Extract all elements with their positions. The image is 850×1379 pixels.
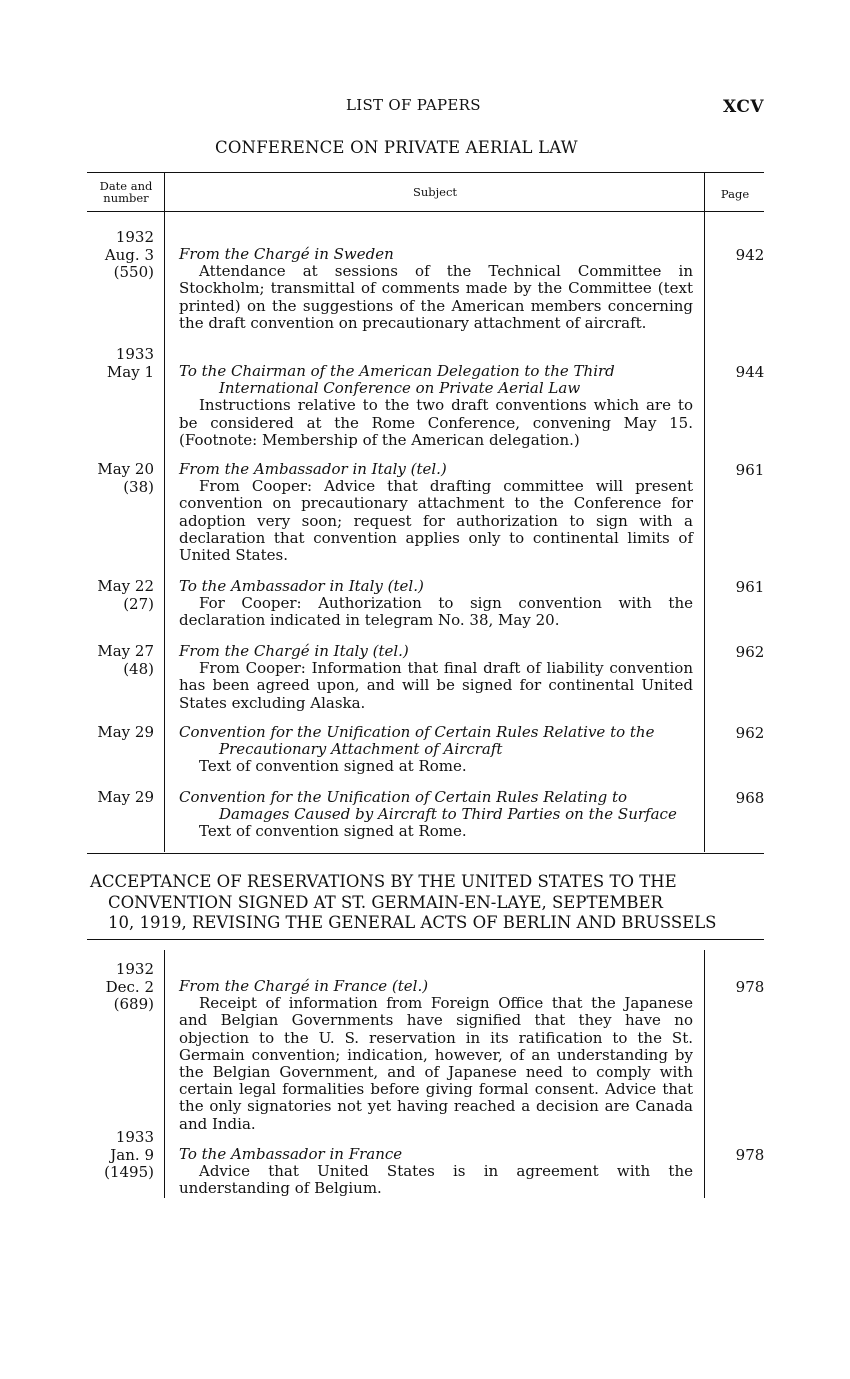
section-heading xyxy=(90,872,764,934)
header-page: Page xyxy=(720,187,750,201)
entry-page: 978 xyxy=(735,978,765,996)
running-title: LIST OF PAPERS xyxy=(346,96,481,114)
entry-date: May 29 xyxy=(97,788,154,806)
list-item xyxy=(179,363,693,449)
list-item xyxy=(179,578,693,630)
entry-summary: From Cooper: Information that final draft of liability convention has been agreed upon, and will be signed for continental United States excluding Alaska. xyxy=(179,659,693,712)
entry-date: 1932 Aug. 3 (550) xyxy=(104,228,154,282)
entry-title: To the Ambassador in Italy (tel.) xyxy=(179,577,424,595)
table-top-rule xyxy=(87,172,764,173)
entry-summary: Receipt of information from Foreign Office that the Japanese and Belgian Governments have signified that they have no objection to the U. S. reservation in its ratification to the St. Germain convention; indication, however, of an understanding by the Belgian Government, and of Japanese need to comply with certain legal formalities before giving formal consent. Advice that the only signatories not yet having reached a decision are Canada and India. xyxy=(179,994,693,1133)
table-header-rule xyxy=(87,211,764,212)
page-number: XCV xyxy=(723,97,765,117)
entry-date: 1932 Dec. 2 (689) xyxy=(105,960,154,1014)
entry-summary: For Cooper: Authorization to sign convention with the declaration indicated in telegram No. 38, May 20. xyxy=(179,594,693,630)
entry-page: 961 xyxy=(735,461,765,479)
entry-summary: From Cooper: Advice that drafting committee will present convention on precautionary attachment to the Conference for adoption very soon; request for authorization to sign with a declaration that convention applies only to continental limits of United States. xyxy=(179,477,693,565)
entry-page: 942 xyxy=(735,246,765,264)
entry-page: 962 xyxy=(735,724,765,742)
section-title: CONFERENCE ON PRIVATE AERIAL LAW xyxy=(215,138,578,157)
entry-title: Convention for the Unification of Certain Rules Relating to Damages Caused by Aircraft to Third Parties on the Surface xyxy=(179,788,677,824)
header-subject: Subject xyxy=(412,185,458,199)
list-item xyxy=(179,978,693,1133)
list-item xyxy=(179,643,693,712)
entry-title: To the Ambassador in France xyxy=(179,1145,403,1163)
entry-title: To the Chairman of the American Delegation to the Third International Conference on Private Aerial Law xyxy=(179,362,615,398)
section-heading-line: CONVENTION SIGNED AT ST. GERMAIN-EN-LAYE, SEPTEMBER xyxy=(108,892,663,912)
entry-page: 978 xyxy=(735,1146,765,1164)
entry-date: 1933 Jan. 9 (1495) xyxy=(104,1128,154,1182)
entry-title: Convention for the Unification of Certain Rules Relative to the Precautionary Attachment of Aircraft xyxy=(179,723,655,759)
list-item xyxy=(179,789,693,841)
entry-date: May 29 xyxy=(97,723,154,741)
entry-date: May 22 (27) xyxy=(97,577,154,613)
entry-summary: Advice that United States is in agreement with the understanding of Belgium. xyxy=(179,1162,693,1198)
entry-summary: Instructions relative to the two draft conventions which are to be considered at the Rome Conference, convening May 15. (Footnote: Membership of the American delegation.) xyxy=(179,396,693,449)
list-item xyxy=(179,724,693,776)
section-heading-line: 10, 1919, REVISING THE GENERAL ACTS OF BERLIN AND BRUSSELS xyxy=(108,913,717,932)
entry-page: 968 xyxy=(735,789,765,807)
list-item xyxy=(179,461,693,564)
entry-date: May 20 (38) xyxy=(97,460,154,496)
entry-title: From the Chargé in France (tel.) xyxy=(179,977,429,995)
entry-title: From the Chargé in Sweden xyxy=(179,245,394,263)
column-divider-left xyxy=(164,172,165,852)
entry-summary: Text of convention signed at Rome. xyxy=(199,822,467,841)
entry-title: From the Ambassador in Italy (tel.) xyxy=(179,460,447,478)
list-item xyxy=(179,1146,693,1198)
entry-title: From the Chargé in Italy (tel.) xyxy=(179,642,409,660)
column-divider-right xyxy=(704,950,705,1198)
table2-top-rule xyxy=(87,939,764,940)
column-divider-right xyxy=(704,172,705,852)
table-bottom-rule xyxy=(87,853,764,854)
entry-date: 1933 May 1 xyxy=(106,345,154,381)
column-divider-left xyxy=(164,950,165,1198)
list-item xyxy=(179,246,693,332)
header-date-number: Date and number xyxy=(99,179,153,205)
entry-page: 944 xyxy=(735,363,765,381)
entry-summary: Attendance at sessions of the Technical Committee in Stockholm; transmittal of comments made by the Committee (text printed) on the suggestions of the American members concerning the draft convention on precautionary attachment of aircraft. xyxy=(179,262,693,332)
entry-date: May 27 (48) xyxy=(97,642,154,678)
entry-page: 961 xyxy=(735,578,765,596)
entry-page: 962 xyxy=(735,643,765,661)
entry-summary: Text of convention signed at Rome. xyxy=(199,757,467,776)
section-heading-line: ACCEPTANCE OF RESERVATIONS BY THE UNITED STATES TO THE xyxy=(90,872,677,891)
